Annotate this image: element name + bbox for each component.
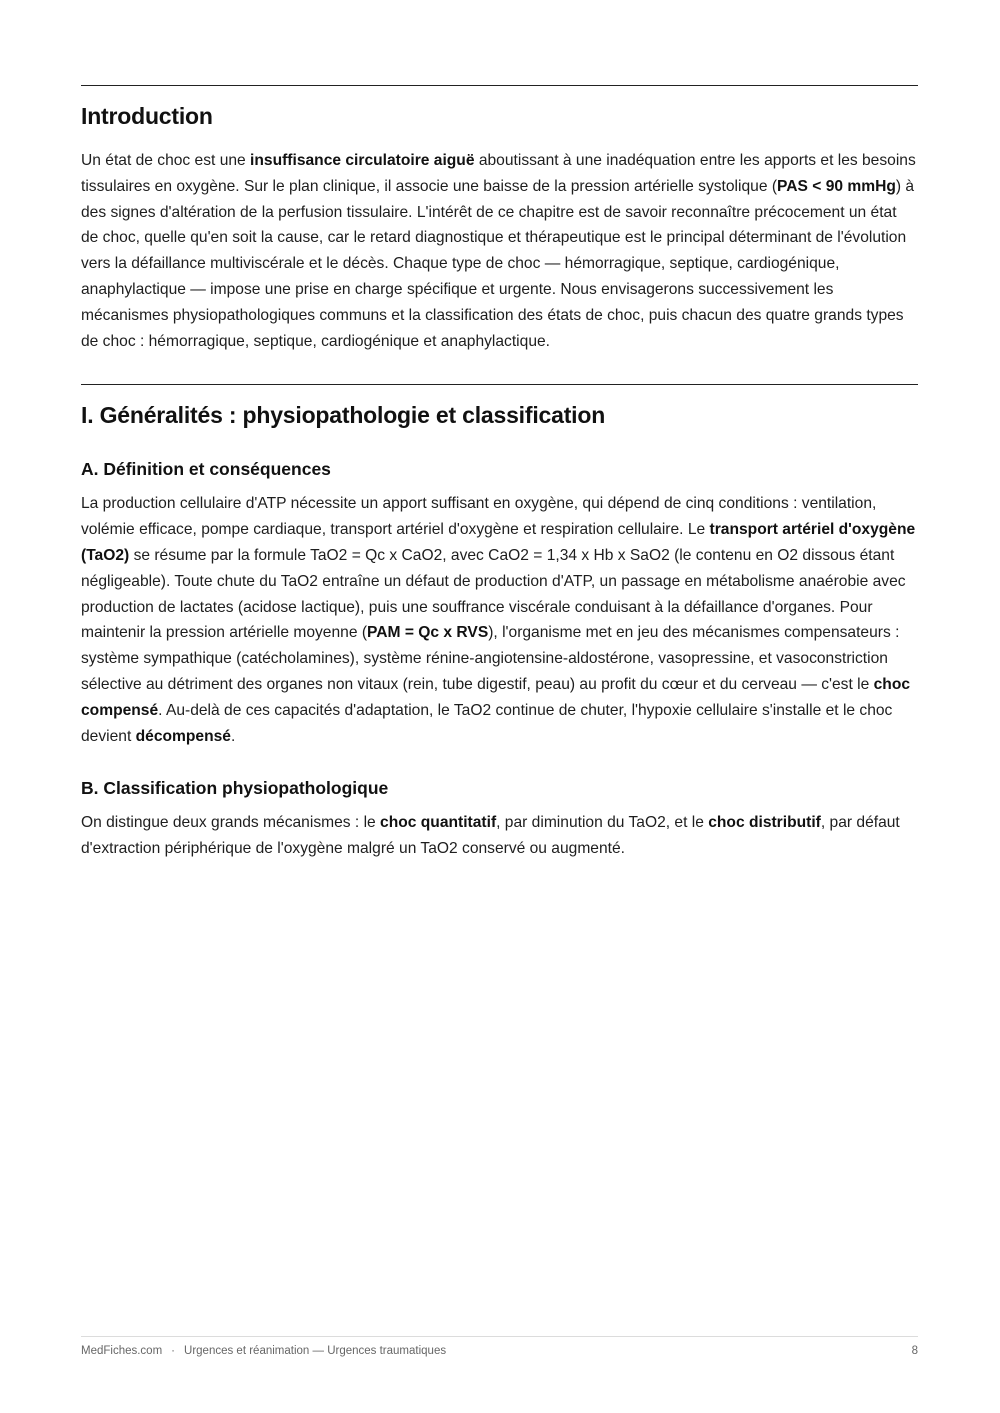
section-divider xyxy=(81,85,918,86)
subsection-heading-a: A. Définition et conséquences xyxy=(81,459,331,480)
text-run: . Au-delà de ces capacités d'adaptation, le TaO2 continue de chuter, l'hypoxie cellulaire s'installe et le choc devient xyxy=(81,701,893,745)
text-run: Un état de choc est une xyxy=(81,152,251,169)
intro-heading: Introduction xyxy=(81,103,213,129)
text-run: ) à des signes d'altération de la perfusion tissulaire. L'intérêt de ce chapitre est de savoir reconnaître précocement un état de choc, quelle qu'en soit la cause, car le retard diagnostique et thérapeutique est le principal déterminant de l'évolution vers la défaillance multiviscérale et le décès. Chaque type de choc — hémorragique, septique, cardiogénique, anaphylactique — impose une prise en charge spécifique et urgente. Nous envisagerons successivement les mécanismes physiopathologiques communs et la classification des états de choc, puis chacun des quatre grands types de choc : hémorragique, septique, cardiogénique et anaphylactique. xyxy=(81,177,915,350)
page-footer xyxy=(81,1336,918,1357)
footer-site: MedFiches.com xyxy=(81,1345,163,1357)
subsection-heading-b: B. Classification physiopathologique xyxy=(81,778,389,799)
subsection-b-paragraph xyxy=(81,810,918,862)
footer-breadcrumb: Urgences et réanimation — Urgences traumatiques xyxy=(184,1345,447,1357)
subsection-a-paragraph xyxy=(81,491,918,749)
bold-term: PAM = Qc x RVS xyxy=(367,624,489,642)
page-number: 8 xyxy=(911,1345,918,1357)
bold-term: insuffisance circulatoire aiguë xyxy=(250,152,475,169)
footer-left xyxy=(81,1345,446,1357)
text-run: . xyxy=(230,727,236,745)
text-run: , par défaut d'extraction périphérique de l'oxygène malgré un TaO2 conservé ou augmenté. xyxy=(81,814,900,858)
bold-term: choc distributif xyxy=(708,814,821,832)
text-run: se résume par la formule TaO2 = Qc x CaO2, avec CaO2 = 1,34 x Hb x SaO2 (le contenu en O2 dissous étant négligeable). Toute chute du TaO2 entraîne un défaut de production d'ATP, un passage en métabolisme anaérobie avec production de lactates (acidose lactique), puis une souffrance viscérale conduisant à la défaillance d'organes. Pour maintenir la pression artérielle moyenne ( xyxy=(81,546,906,642)
text-run: ), l'organisme met en jeu des mécanismes compensateurs : système sympathique (catécholamines), système rénine-angiotensine-aldostérone, vasopressine, et vasoconstriction sélective au détriment des organes non vitaux (rein, tube digestif, peau) au profit du cœur et du cerveau — c'est le xyxy=(81,624,900,693)
bold-term: choc compensé xyxy=(81,675,911,719)
footer-separator: · xyxy=(171,1345,176,1357)
section-heading: I. Généralités : physiopathologie et classification xyxy=(81,402,606,429)
text-run: La production cellulaire d'ATP nécessite un apport suffisant en oxygène, qui dépend de cinq conditions : ventilation, volémie efficace, pompe cardiaque, transport artériel d'oxygène et respiration cellulaire. Le xyxy=(81,495,877,539)
text-run: On distingue deux grands mécanismes : le xyxy=(81,814,381,832)
bold-term: transport artériel d'oxygène (TaO2) xyxy=(81,521,916,564)
document-page xyxy=(81,0,918,862)
bold-term: décompensé xyxy=(135,727,231,745)
intro-paragraph xyxy=(81,148,918,354)
section-divider xyxy=(81,384,918,385)
text-run: aboutissant à une inadéquation entre les apports et les besoins tissulaires en oxygène. Sur le plan clinique, il associe une baisse de la pression artérielle systolique ( xyxy=(81,152,916,195)
bold-term: PAS < 90 mmHg xyxy=(777,177,896,195)
bold-term: choc quantitatif xyxy=(380,814,497,832)
text-run: , par diminution du TaO2, et le xyxy=(496,814,709,832)
